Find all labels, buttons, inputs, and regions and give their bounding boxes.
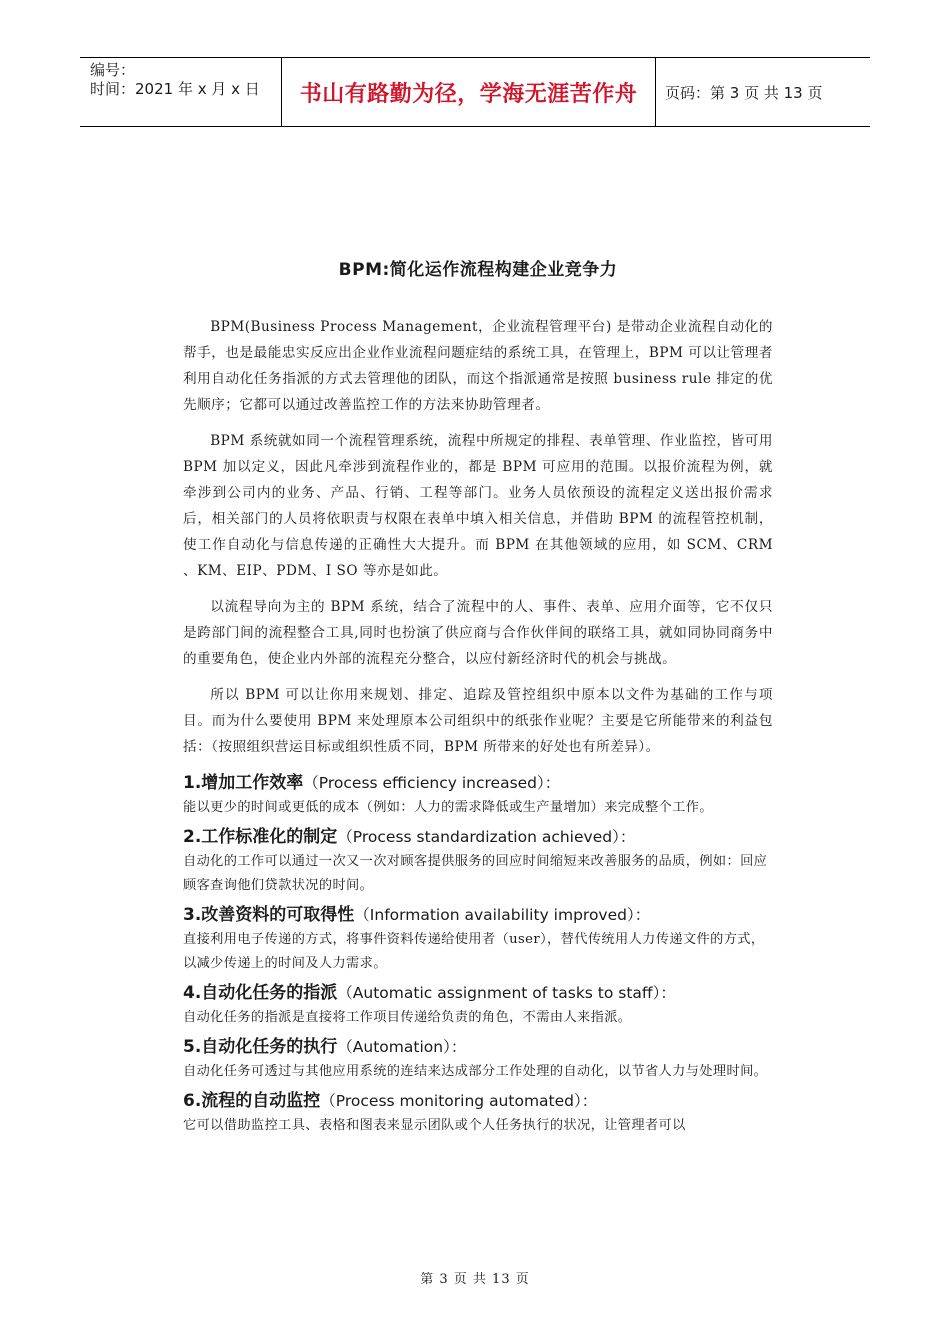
item-description: 能以更少的时间或更低的成本（例如：人力的需求降低或生产量增加）来完成整个工作。 [183,800,713,815]
item-description: 自动化任务的指派是直接将工作项目传递给负责的角色，不需由人来指派。 [183,1010,632,1025]
item-number: 5. [183,1037,202,1057]
item-title: 工作标准化的制定 [201,827,338,847]
item-number: 3. [183,905,202,925]
item-subtitle: （Process standardization achieved）： [337,828,636,846]
item-description: 它可以借助监控工具、表格和图表来显示团队或个人任务执行的状况，让管理者可以 [183,1118,686,1133]
item-subtitle: （Automation）： [337,1038,467,1056]
time-label: 时间：2021 年 x 月 x 日 [90,80,260,98]
paragraph: 以流程导向为主的 BPM 系统，结合了流程中的人、事件、表单、应用介面等，它不仅只是跨部门间的流程整合工具,同时也扮演了供应商与合作伙伴间的联络工具，就如同协同商务中的重要角色，使企业内外部的流程充分整合，以应付新经济时代的机会与挑战。 [183,599,773,667]
item-number: 2. [183,827,202,847]
item-subtitle: （Process efficiency increased）： [303,774,561,792]
number-label: 编号： [90,61,136,79]
page-footer: 第 3 页 共 13 页 [420,1272,530,1287]
item-title: 增加工作效率 [201,773,304,793]
list-item-heading [183,1034,773,1060]
header-motto-cell [281,58,656,126]
item-number: 1. [183,773,202,793]
list-item-heading [183,902,773,928]
item-number: 4. [183,983,202,1003]
benefit-list [183,770,773,1138]
item-number: 6. [183,1091,202,1111]
list-item [183,1088,773,1138]
list-item-heading [183,980,773,1006]
paragraph: BPM 系统就如同一个流程管理系统，流程中所规定的排程、表单管理、作业监控，皆可用 BPM 加以定义，因此凡牵涉到流程作业的，都是 BPM 可应用的范围。以报价流程为例，就牵涉到公司内的业务、产品、行销、工程等部门。业务人员依预设的流程定义送出报价需求后，相关部门的人员将依职责与权限在表单中填入相关信息，并借助 BPM 的流程管控机制，使工作自动化与信息传递的正确性大大提升。而 BPM 在其他领域的应用，如 SCM、CRM 、KM、EIP、PDM、I SO 等亦是如此。 [183,433,773,579]
item-title: 改善资料的可取得性 [201,905,355,925]
header-page-info [655,58,870,126]
item-subtitle: （Information availability improved）： [354,906,651,924]
motto-text: 书山有路勤为径，学海无涯苦作舟 [299,81,638,107]
paragraph: BPM(Business Process Management，企业流程管理平台) 是带动企业流程自动化的帮手，也是最能忠实反应出企业作业流程问题症结的系统工具，在管理上，BPM 可以让管理者利用自动化任务指派的方式去管理他的团队，而这个指派通常是按照 business rule 排定的优先顺序；它都可以通过改善监控工作的方法来协助管理者。 [183,319,773,413]
page-info-text: 页码：第 3 页 共 13 页 [665,83,823,102]
list-item [183,824,773,898]
list-item [183,902,773,976]
list-item-heading [183,770,773,796]
document-title: BPM:简化运作流程构建企业竞争力 [338,260,618,280]
list-item [183,770,773,820]
item-title: 自动化任务的指派 [201,983,338,1003]
item-subtitle: （Process monitoring automated）： [320,1092,598,1110]
item-description: 自动化任务可透过与其他应用系统的连结来达成部分工作处理的自动化，以节省人力与处理时间。 [183,1064,768,1079]
item-title: 自动化任务的执行 [201,1037,338,1057]
list-item [183,1034,773,1084]
list-item [183,980,773,1030]
page-header [80,57,870,127]
item-subtitle: （Automatic assignment of tasks to staff）： [337,984,676,1002]
item-description: 直接利用电子传递的方式，将事件资料传递给使用者（user），替代传统用人力传递文件的方式，以减少传递上的时间及人力需求。 [183,932,765,971]
paragraph: 所以 BPM 可以让你用来规划、排定、追踪及管控组织中原本以文件为基础的工作与项目。而为什么要使用 BPM 来处理原本公司组织中的纸张作业呢？主要是它所能带来的利益包括：（按照组织营运目标或组织性质不同，BPM 所带来的好处也有所差异）。 [183,687,773,755]
list-item-heading [183,824,773,850]
header-meta [80,58,281,126]
list-item-heading [183,1088,773,1114]
document-body [183,250,773,1140]
item-description: 自动化的工作可以通过一次又一次对顾客提供服务的回应时间缩短来改善服务的品质，例如：回应顾客查询他们贷款状况的时间。 [183,854,768,893]
item-title: 流程的自动监控 [201,1091,321,1111]
